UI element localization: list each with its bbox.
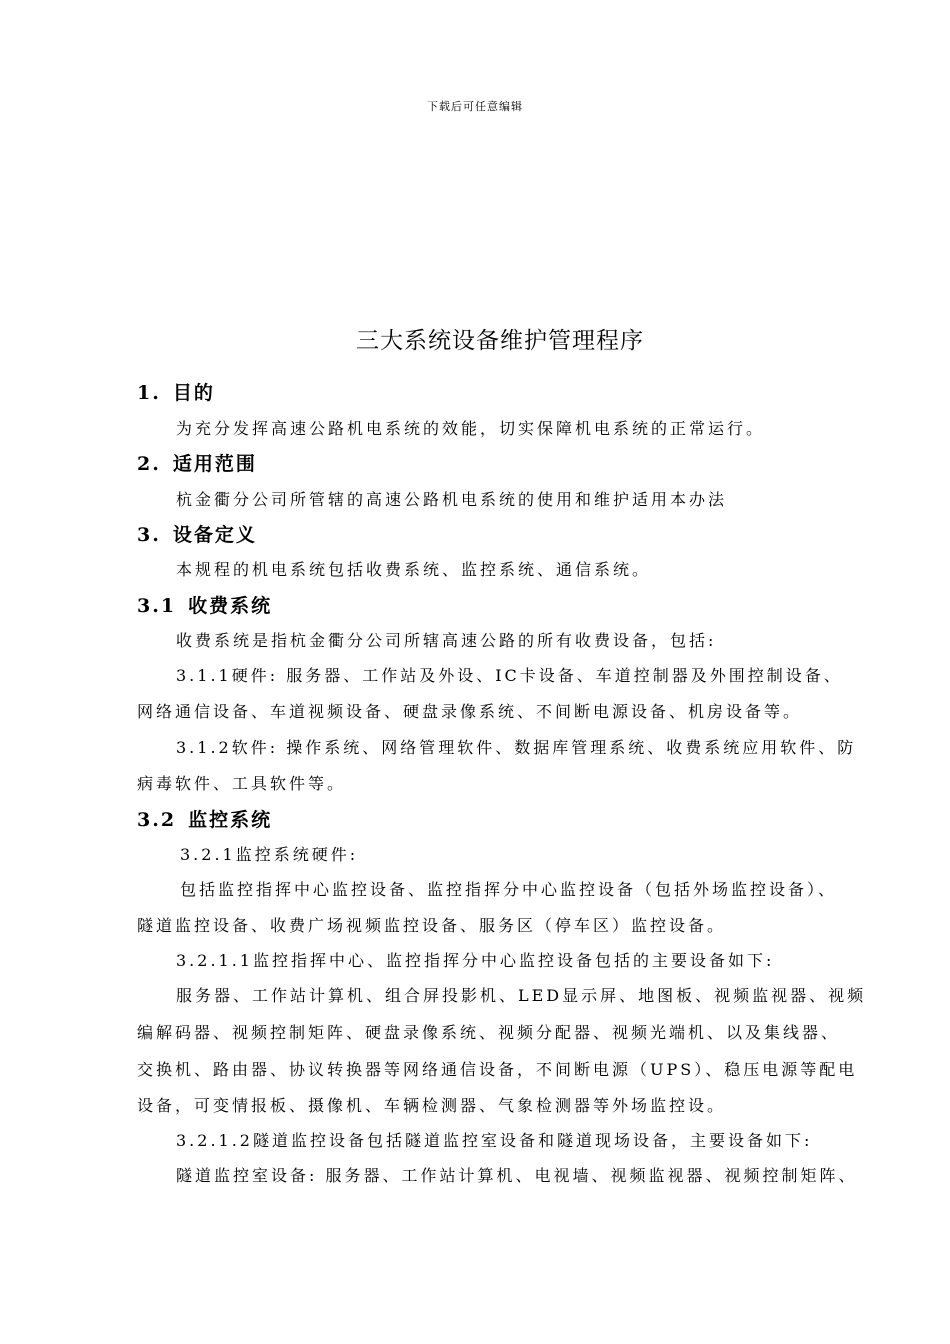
header-note: 下载后可任意编辑 <box>427 100 523 113</box>
section-1-title: 目的 <box>172 382 215 404</box>
section-3-title: 设备定义 <box>172 524 257 546</box>
section-3-1-heading <box>137 591 272 618</box>
section-3-2-number: 3.2 <box>137 809 177 831</box>
section-2-heading <box>137 449 257 476</box>
section-3-heading <box>137 520 257 547</box>
section-3-2-paragraph-4-line-1: 服务器、工作站计算机、组合屏投影机、LED显示屏、地图板、视频监视器、视频 <box>176 986 867 1005</box>
section-3-2-paragraph-3: 3.2.1.1监控指挥中心、监控指挥分中心监控设备包括的主要设备如下: <box>176 951 775 970</box>
section-3-1-paragraph-2-line-2: 网络通信设备、车道视频设备、硬盘录像系统、不间断电源设备、机房设备等。 <box>137 702 803 721</box>
section-3-2-paragraph-4-line-4: 设备，可变情报板、摄像机、车辆检测器、气象检测器等外场监控设。 <box>137 1096 727 1115</box>
document-title: 三大系统设备维护管理程序 <box>356 328 644 354</box>
section-2-title: 适用范围 <box>172 453 257 475</box>
section-3-2-title: 监控系统 <box>188 809 273 831</box>
section-3-2-paragraph-6: 隧道监控室设备: 服务器、工作站计算机、电视墙、视频监视器、视频控制矩阵、 <box>176 1166 858 1185</box>
section-3-2-paragraph-4-line-3: 交换机、路由器、协议转换器等网络通信设备，不间断电源（UPS）、稳压电源等配电 <box>137 1060 858 1079</box>
section-3-1-number: 3.1 <box>137 595 177 617</box>
section-3-2-paragraph-2-line-1: 包括监控指挥中心监控设备、监控指挥分中心监控设备（包括外场监控设备）、 <box>180 880 838 899</box>
section-3-1-paragraph-3-line-2: 病毒软件、工具软件等。 <box>137 774 347 793</box>
section-3-2-paragraph-4-line-2: 编解码器、视频控制矩阵、硬盘录像系统、视频分配器、视频光端机、以及集线器、 <box>137 1023 841 1042</box>
section-3-paragraph: 本规程的机电系统包括收费系统、监控系统、通信系统。 <box>176 560 652 579</box>
section-3-1-paragraph-1: 收费系统是指杭金衢分公司所辖高速公路的所有收费设备，包括: <box>176 631 717 650</box>
section-3-number: 3. <box>137 524 161 546</box>
section-3-1-paragraph-3-line-1: 3.1.2软件: 操作系统、网络管理软件、数据库管理系统、收费系统应用软件、防 <box>176 738 857 757</box>
section-1-paragraph: 为充分发挥高速公路机电系统的效能，切实保障机电系统的正常运行。 <box>176 419 766 438</box>
section-2-number: 2. <box>137 453 161 475</box>
section-1-number: 1. <box>137 382 161 404</box>
section-3-2-heading <box>137 805 272 832</box>
section-2-paragraph: 杭金衢分公司所管辖的高速公路机电系统的使用和维护适用本办法 <box>176 490 728 509</box>
section-1-heading <box>137 378 215 405</box>
section-3-2-paragraph-5: 3.2.1.2隧道监控设备包括隧道监控室设备和隧道现场设备，主要设备如下: <box>176 1131 813 1150</box>
section-3-1-paragraph-2-line-1: 3.1.1硬件: 服务器、工作站及外设、IC卡设备、车道控制器及外围控制设备、 <box>176 666 843 685</box>
section-3-1-title: 收费系统 <box>188 595 273 617</box>
section-3-2-paragraph-1: 3.2.1监控系统硬件: <box>180 845 359 864</box>
section-3-2-paragraph-2-line-2: 隧道监控设备、收费广场视频监控设备、服务区（停车区）监控设备。 <box>137 916 727 935</box>
